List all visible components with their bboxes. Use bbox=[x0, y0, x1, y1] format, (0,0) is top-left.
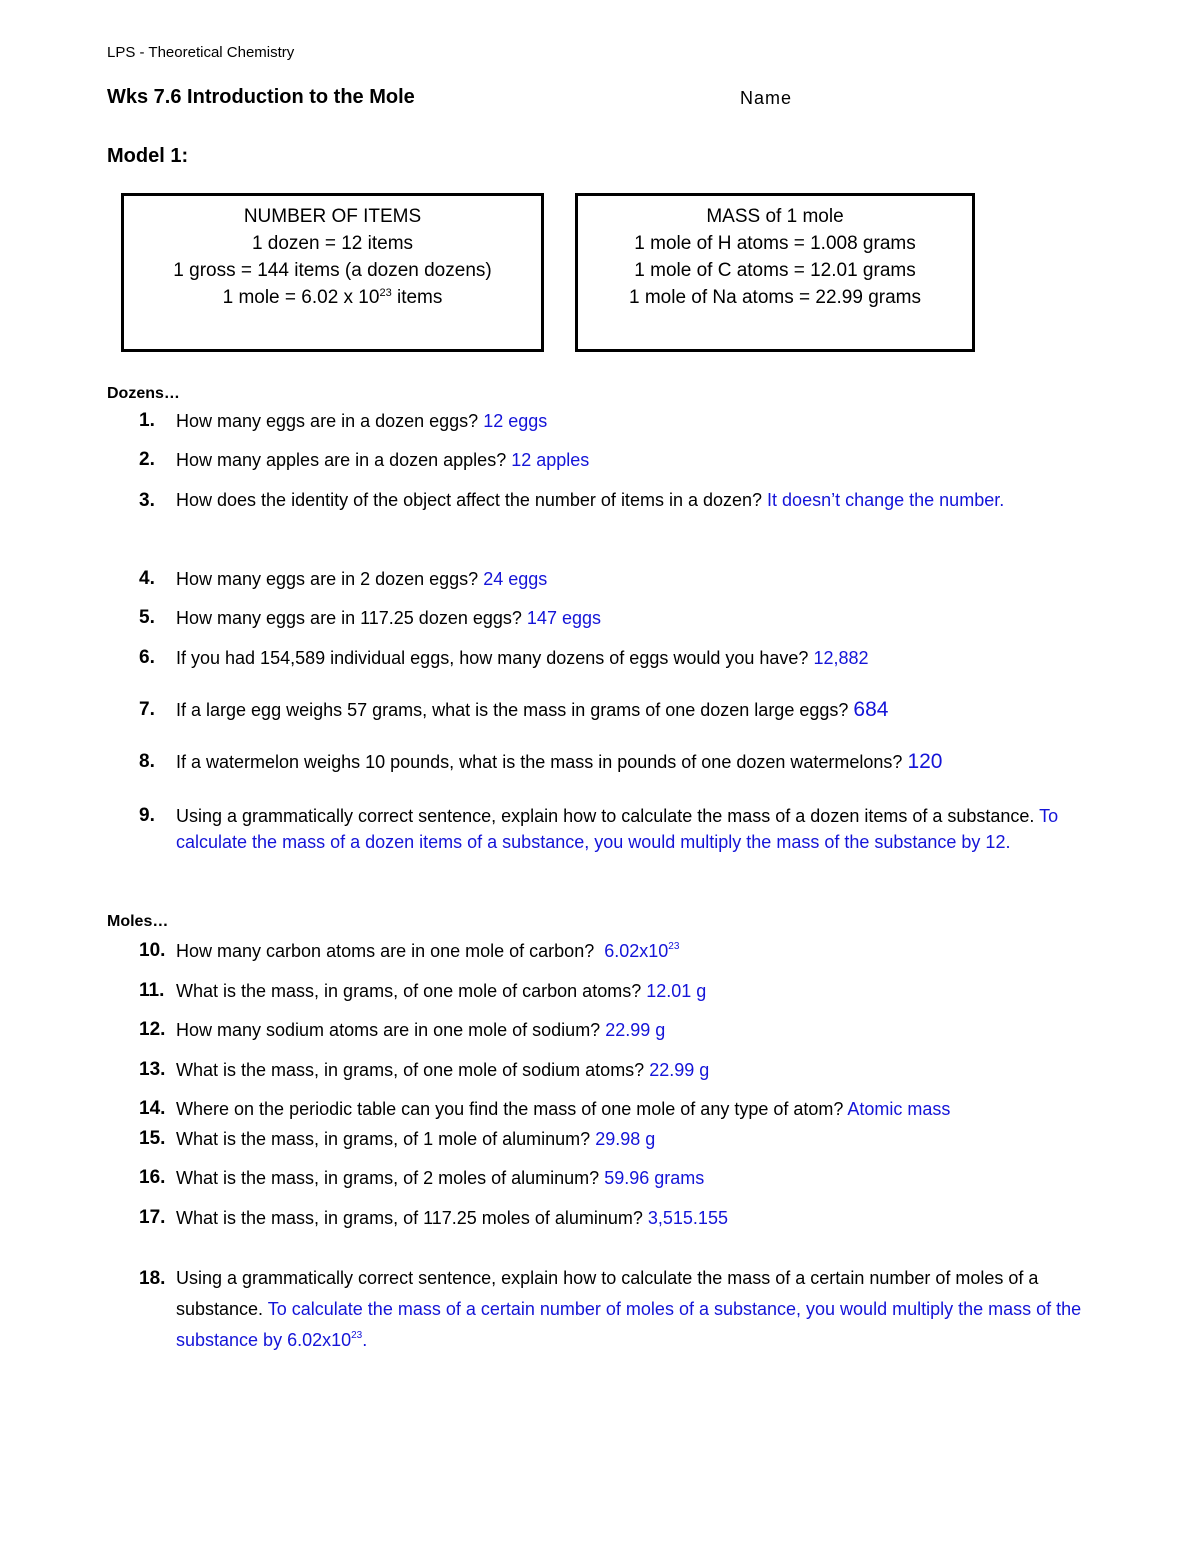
section-heading-dozens: Dozens… bbox=[107, 385, 180, 402]
answer-text: It doesn’t change the number. bbox=[767, 490, 1005, 510]
worksheet-title: Wks 7.6 Introduction to the Mole bbox=[107, 86, 415, 108]
question-text: What is the mass, in grams, of 117.25 moles of aluminum? bbox=[176, 1208, 643, 1228]
question-text: Where on the periodic table can you find the mass of one mole of any type of atom? bbox=[176, 1099, 844, 1119]
question-text: How many eggs are in 2 dozen eggs? bbox=[176, 569, 479, 589]
answer-end: . bbox=[362, 1330, 368, 1350]
question-item bbox=[139, 1017, 1099, 1043]
question-text: What is the mass, in grams, of one mole of sodium atoms? bbox=[176, 1060, 645, 1080]
answer-base: To calculate the mass of a certain number of moles of a substance, you would multiply the mass of the substance by 6.02x10 bbox=[176, 1299, 1082, 1350]
question-item bbox=[139, 645, 1099, 671]
question-text: Using a grammatically correct sentence, explain how to calculate the mass of a dozen items of a substance. bbox=[176, 806, 1035, 826]
course-header: LPS - Theoretical Chemistry bbox=[107, 44, 295, 61]
name-label: Name bbox=[740, 88, 793, 108]
question-item bbox=[139, 803, 1064, 855]
exponent: 23 bbox=[379, 287, 392, 299]
question-item bbox=[139, 481, 1019, 520]
question-number: 7. bbox=[139, 699, 155, 720]
question-item bbox=[139, 1126, 1099, 1152]
mole-definition-unit: items bbox=[391, 287, 443, 308]
answer-text: 12 eggs bbox=[483, 411, 548, 431]
answer-text: 12.01 g bbox=[646, 981, 707, 1001]
question-text: How does the identity of the object affect the number of items in a dozen? bbox=[176, 490, 763, 510]
mass-of-mole-box bbox=[575, 193, 975, 352]
question-text: How many eggs are in a dozen eggs? bbox=[176, 411, 479, 431]
question-item bbox=[139, 566, 1099, 592]
items-box-line: 1 gross = 144 items (a dozen dozens) bbox=[173, 260, 492, 281]
items-box-line bbox=[124, 284, 541, 311]
question-text: What is the mass, in grams, of 1 mole of aluminum? bbox=[176, 1129, 591, 1149]
answer-text bbox=[604, 941, 679, 961]
answer-base: 6.02x10 bbox=[604, 941, 669, 961]
question-item bbox=[139, 408, 1099, 434]
answer-text: 120 bbox=[907, 750, 943, 773]
question-number: 16. bbox=[139, 1167, 166, 1188]
question-number: 5. bbox=[139, 607, 155, 628]
question-item bbox=[139, 938, 1099, 964]
model-title: Model 1: bbox=[107, 145, 189, 167]
question-item bbox=[139, 605, 1099, 631]
items-box-heading: NUMBER OF ITEMS bbox=[243, 206, 422, 227]
question-item bbox=[139, 1057, 1099, 1083]
question-item bbox=[139, 1165, 1099, 1191]
question-item bbox=[139, 447, 1099, 473]
question-text: How many apples are in a dozen apples? bbox=[176, 450, 507, 470]
question-number: 14. bbox=[139, 1098, 166, 1119]
question-number: 1. bbox=[139, 410, 155, 431]
question-number: 15. bbox=[139, 1128, 166, 1149]
question-text: What is the mass, in grams, of 2 moles of aluminum? bbox=[176, 1168, 600, 1188]
answer-text bbox=[176, 1299, 1081, 1350]
question-item bbox=[139, 697, 1099, 723]
question-number: 3. bbox=[139, 490, 155, 511]
question-item bbox=[139, 749, 1099, 775]
answer-text: To calculate the mass of a dozen items of a substance, you would multiply the mass of the substance by 12. bbox=[176, 806, 1059, 852]
question-number: 9. bbox=[139, 805, 155, 826]
question-item bbox=[139, 1096, 1139, 1122]
question-item bbox=[139, 1263, 1089, 1356]
answer-text: 3,515.155 bbox=[647, 1208, 728, 1228]
question-number: 17. bbox=[139, 1207, 166, 1228]
mass-box-line: 1 mole of Na atoms = 22.99 grams bbox=[628, 287, 921, 308]
question-number: 8. bbox=[139, 751, 155, 772]
question-number: 18. bbox=[139, 1268, 166, 1289]
question-text: Using a grammatically correct sentence, explain how to calculate the mass of a certain number of moles of a substance. bbox=[176, 1268, 1039, 1319]
items-box-line: 1 dozen = 12 items bbox=[251, 233, 414, 254]
answer-text: 684 bbox=[853, 698, 889, 721]
answer-text: Atomic mass bbox=[847, 1099, 951, 1119]
section-heading-moles: Moles… bbox=[107, 913, 169, 930]
answer-text: 12,882 bbox=[813, 648, 869, 668]
question-text: If a large egg weighs 57 grams, what is the mass in grams of one dozen large eggs? bbox=[176, 700, 849, 720]
question-number: 12. bbox=[139, 1019, 166, 1040]
question-text: How many eggs are in 117.25 dozen eggs? bbox=[176, 608, 522, 628]
answer-exponent: 23 bbox=[668, 941, 680, 952]
answer-text: 147 eggs bbox=[526, 608, 601, 628]
question-number: 10. bbox=[139, 940, 166, 961]
question-text: How many carbon atoms are in one mole of carbon? bbox=[176, 941, 595, 961]
mass-box-heading: MASS of 1 mole bbox=[706, 206, 844, 227]
question-number: 11. bbox=[139, 980, 165, 1001]
question-text: How many sodium atoms are in one mole of sodium? bbox=[176, 1020, 601, 1040]
question-text: If you had 154,589 individual eggs, how many dozens of eggs would you have? bbox=[176, 648, 809, 668]
question-text: If a watermelon weighs 10 pounds, what is the mass in pounds of one dozen watermelons? bbox=[176, 752, 903, 772]
answer-exponent: 23 bbox=[351, 1330, 363, 1341]
question-text: What is the mass, in grams, of one mole of carbon atoms? bbox=[176, 981, 642, 1001]
number-of-items-box bbox=[121, 193, 544, 352]
answer-text: 22.99 g bbox=[649, 1060, 710, 1080]
mass-box-line: 1 mole of C atoms = 12.01 grams bbox=[634, 260, 916, 281]
question-item bbox=[139, 978, 1099, 1004]
question-number: 6. bbox=[139, 647, 155, 668]
question-number: 2. bbox=[139, 449, 155, 470]
answer-text: 22.99 g bbox=[605, 1020, 666, 1040]
question-number: 13. bbox=[139, 1059, 166, 1080]
answer-text: 24 eggs bbox=[483, 569, 548, 589]
mole-definition-text: 1 mole = 6.02 x 10 bbox=[222, 287, 380, 308]
answer-text: 59.96 grams bbox=[604, 1168, 705, 1188]
answer-text: 29.98 g bbox=[595, 1129, 656, 1149]
mass-box-line: 1 mole of H atoms = 1.008 grams bbox=[634, 233, 916, 254]
answer-text: 12 apples bbox=[511, 450, 590, 470]
question-number: 4. bbox=[139, 568, 155, 589]
question-item bbox=[139, 1205, 1099, 1231]
